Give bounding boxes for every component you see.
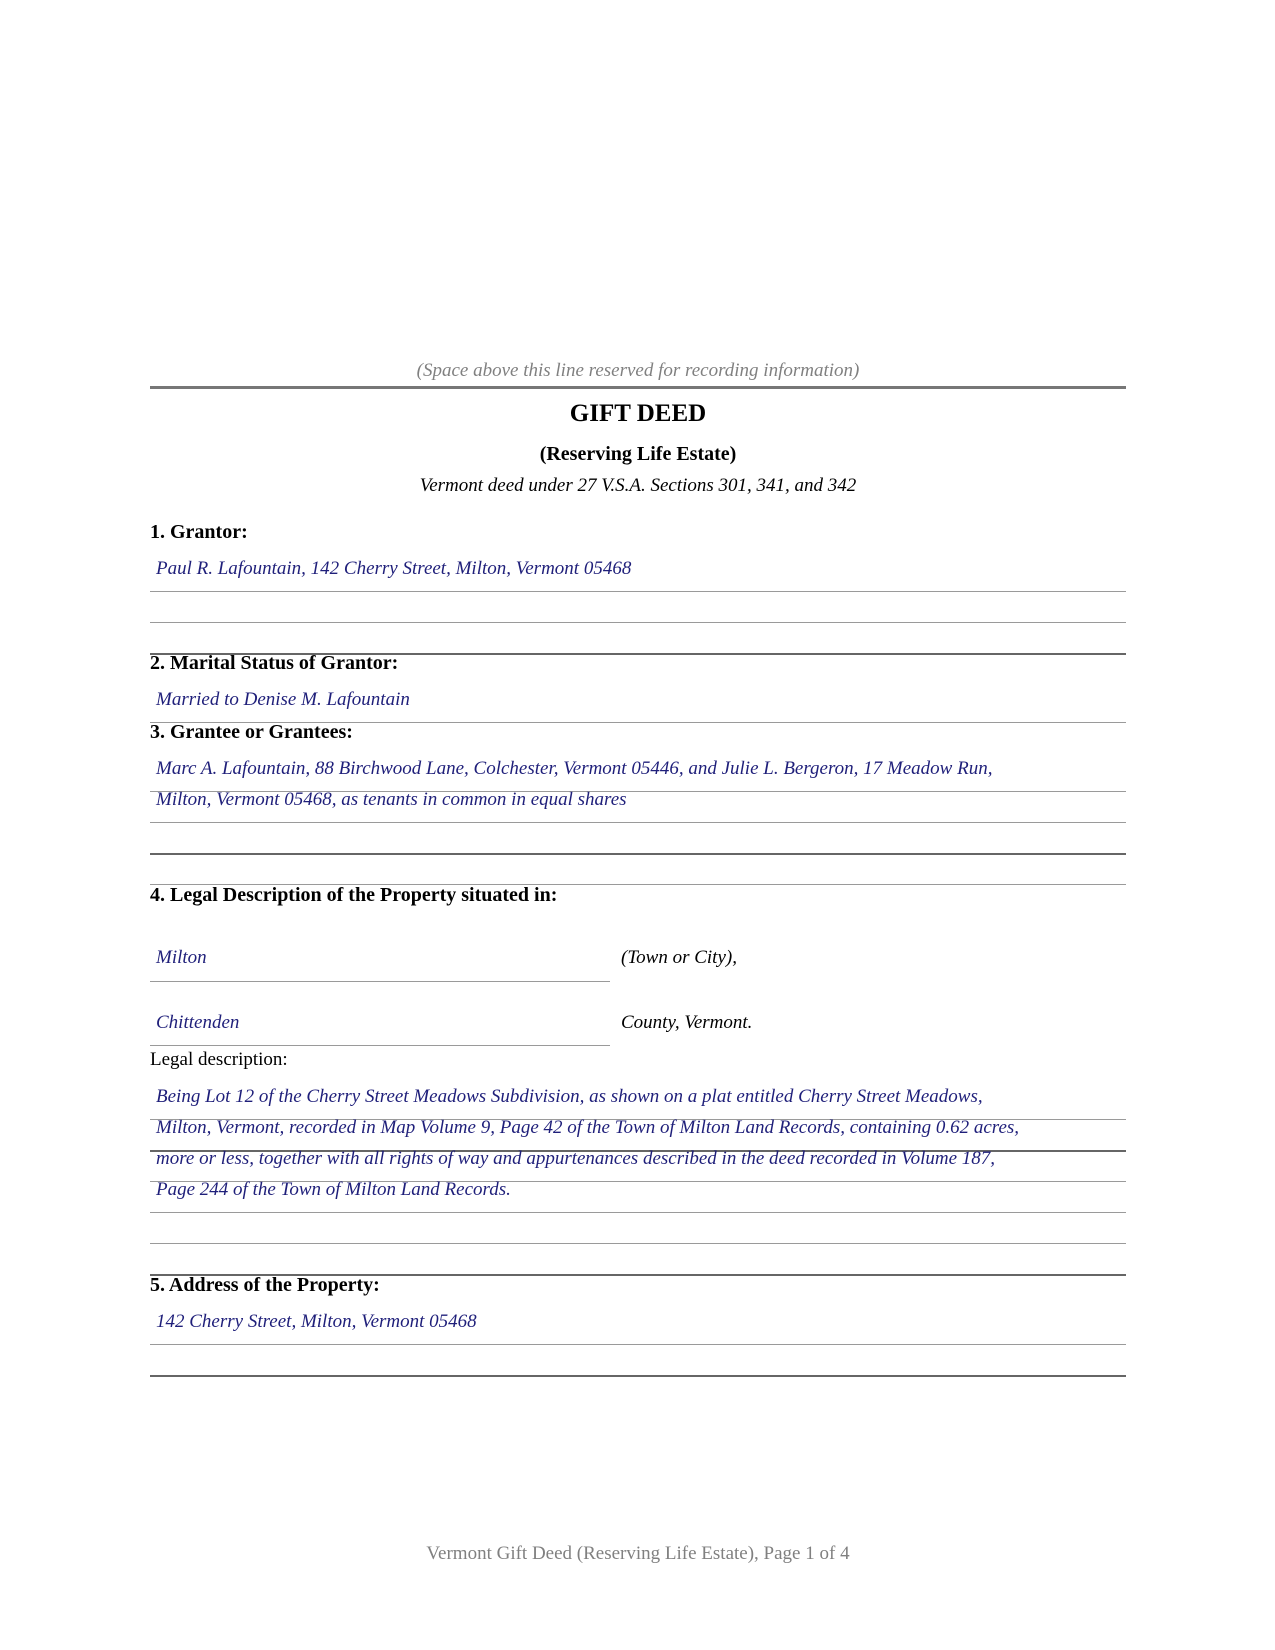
grantor-line-1[interactable]: Paul R. Lafountain, 142 Cherry Street, Milton, Vermont 05468 <box>156 558 632 579</box>
marital-status-line-1[interactable]: Married to Denise M. Lafountain <box>156 689 410 710</box>
document-title: GIFT DEED <box>569 400 707 427</box>
county-field[interactable]: Chittenden <box>156 1012 240 1033</box>
grantor-rule-2 <box>150 622 1126 623</box>
grantor-heading: 1. Grantor: <box>150 521 248 543</box>
property-address-rule-2 <box>150 1375 1126 1377</box>
property-address-line-1[interactable]: 142 Cherry Street, Milton, Vermont 05468 <box>156 1311 477 1332</box>
county-field-rule <box>150 1045 610 1046</box>
grantees-rule-3 <box>150 853 1126 855</box>
legal-description-heading: 4. Legal Description of the Property situated in: <box>150 884 558 906</box>
recording-space-note: (Space above this line reserved for recording information) <box>416 360 860 381</box>
grantees-heading: 3. Grantee or Grantees: <box>150 721 353 743</box>
grantees-line-1[interactable]: Marc A. Lafountain, 88 Birchwood Lane, Colchester, Vermont 05446, and Julie L. Bergeron, 17 Meadow Run, <box>156 758 993 779</box>
grantees-line-2[interactable]: Milton, Vermont 05468, as tenants in common in equal shares <box>156 789 627 810</box>
legal-description-rule-4 <box>150 1212 1126 1213</box>
property-address-heading: 5. Address of the Property: <box>150 1274 380 1296</box>
marital-status-heading: 2. Marital Status of Grantor: <box>150 652 399 674</box>
page-footer: Vermont Gift Deed (Reserving Life Estate), Page 1 of 4 <box>426 1543 850 1564</box>
town-label: (Town or City), <box>621 947 737 968</box>
legal-description-label: Legal description: <box>150 1049 288 1070</box>
legal-description-line-2[interactable]: Milton, Vermont, recorded in Map Volume 9, Page 42 of the Town of Milton Land Records, containing 0.62 acres, <box>156 1117 1020 1138</box>
property-address-rule-1 <box>150 1344 1126 1345</box>
document-subtitle: (Reserving Life Estate) <box>539 443 737 465</box>
legal-description-line-3[interactable]: more or less, together with all rights of way and appurtenances described in the deed recorded in Volume 187, <box>156 1148 996 1169</box>
grantor-rule-1 <box>150 591 1126 592</box>
statute-reference: Vermont deed under 27 V.S.A. Sections 301, 341, and 342 <box>419 475 857 496</box>
grantees-rule-2 <box>150 822 1126 823</box>
town-field-rule <box>150 981 610 982</box>
county-label: County, Vermont. <box>621 1012 753 1033</box>
legal-description-rule-5 <box>150 1243 1126 1244</box>
recording-divider <box>150 386 1126 389</box>
town-field[interactable]: Milton <box>156 947 207 968</box>
legal-description-line-4[interactable]: Page 244 of the Town of Milton Land Records. <box>156 1179 511 1200</box>
legal-description-line-1[interactable]: Being Lot 12 of the Cherry Street Meadows Subdivision, as shown on a plat entitled Cherry Street Meadows, <box>156 1086 983 1107</box>
